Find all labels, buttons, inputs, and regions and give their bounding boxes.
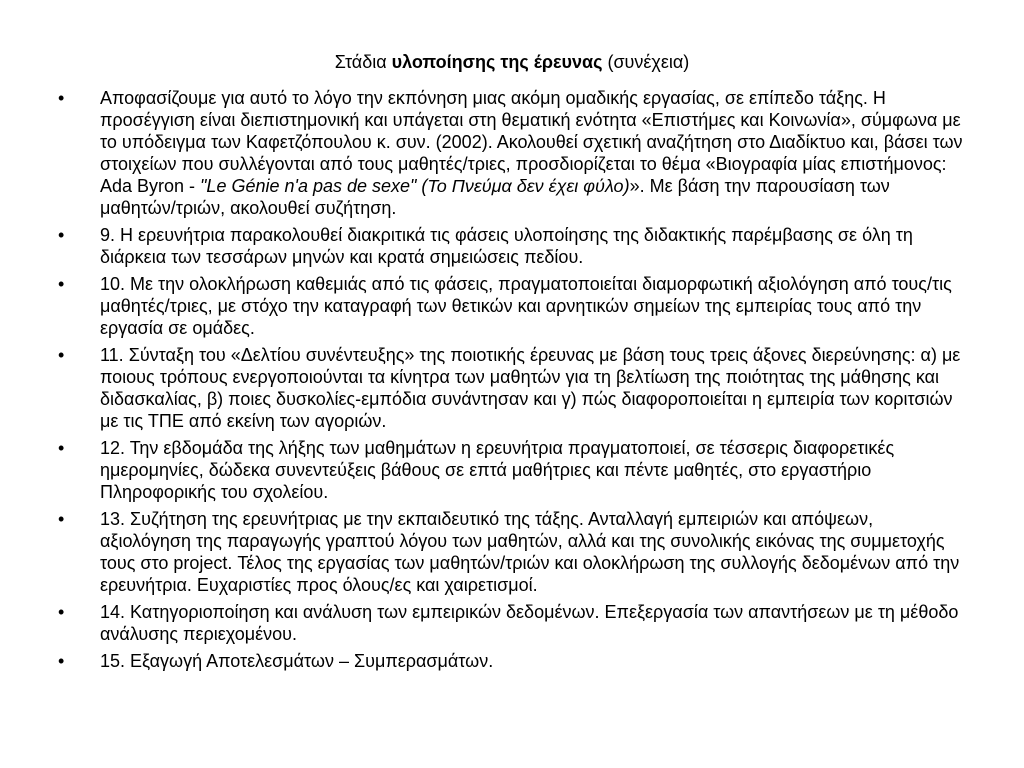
bullet-icon: •: [58, 345, 65, 365]
bullet-icon: •: [58, 602, 65, 622]
list-item-italic-quote: "Le Génie n'a pas de sexe" (Το Πνεύμα δεν έχει φύλο): [200, 176, 630, 196]
list-item: [58, 508, 968, 596]
bullet-list: [58, 87, 968, 677]
list-item-text: [100, 87, 968, 219]
list-item-text-part: Αποφασίζουμε για αυτό το λόγο την εκπόνηση μιας ακόμη ομαδικής εργασίας, σε επίπεδο τάξης. Η προσέγγιση είναι διεπιστημονική και υπάγεται στη θεματική ενότητα «Επιστήμες και Κοινωνία», σύμφωνα με το υπόδειγμα των Καφετζόπουλου κ. συν. (2002). Ακολουθεί σχετική αναζήτηση στο Διαδίκτυο και, βάσει των στοιχείων που συλλέγονται από τους μαθητές/τριες, προσδιορίζεται το θέμα «Βιογραφία μίας επιστήμονος: Ada Byron -: [100, 88, 963, 196]
title-bold: υλοποίησης της έρευνας: [391, 52, 603, 72]
bullet-icon: •: [58, 88, 65, 108]
list-item: [58, 437, 968, 503]
bullet-icon: •: [58, 225, 65, 245]
list-item: [58, 601, 968, 645]
list-item-text-part: ». Με βάση την παρουσίαση των μαθητών/τριών, ακολουθεί συζήτηση.: [100, 176, 890, 218]
list-item-text: 10. Με την ολοκλήρωση καθεμιάς από τις φάσεις, πραγματοποιείται διαμορφωτική αξιολόγηση από τους/τις μαθητές/τριες, με στόχο την καταγραφή των θετικών και αρνητικών σημείων της εμπειρίας τους από την εργασία σε ομάδες.: [100, 274, 952, 338]
list-item: [58, 87, 968, 219]
list-item-text: 12. Την εβδομάδα της λήξης των μαθημάτων η ερευνήτρια πραγματοποιεί, σε τέσσερις διαφορετικές ημερομηνίες, δώδεκα συνεντεύξεις βάθους σε επτά μαθήτριες και πέντε μαθητές, στο εργαστήριο Πληροφορικής του σχολείου.: [100, 438, 895, 502]
bullet-icon: •: [58, 509, 65, 529]
list-item: [58, 650, 968, 672]
bullet-icon: •: [58, 651, 65, 671]
list-item: [58, 273, 968, 339]
slide-title: [0, 50, 1024, 74]
bullet-icon: •: [58, 438, 65, 458]
list-item: [58, 224, 968, 268]
list-item-text: 14. Κατηγοριοποίηση και ανάλυση των εμπειρικών δεδομένων. Επεξεργασία των απαντήσεων με τη μέθοδο ανάλυσης περιεχομένου.: [100, 602, 959, 644]
bullet-icon: •: [58, 274, 65, 294]
title-suffix: (συνέχεια): [602, 52, 690, 72]
list-item-text: 9. Η ερευνήτρια παρακολουθεί διακριτικά τις φάσεις υλοποίησης της διδακτικής παρέμβασης σε όλη τη διάρκεια των τεσσάρων μηνών και κρατά σημειώσεις πεδίου.: [100, 225, 913, 267]
list-item-text: 13. Συζήτηση της ερευνήτριας με την εκπαιδευτικό της τάξης. Ανταλλαγή εμπειριών και απόψεων, αξιολόγηση της παραγωγής γραπτού λόγου των μαθητών, αλλά και της συνολικής εικόνας της συμμετοχής τους στο project. Τέλος της εργασίας των μαθητών/τριών και ολοκλήρωση της συλλογής δεδομένων από την ερευνήτρια. Ευχαριστίες προς όλους/ες και χαιρετισμοί.: [100, 509, 960, 595]
title-prefix: Στάδια: [334, 52, 392, 72]
list-item: [58, 344, 968, 432]
list-item-text: 11. Σύνταξη του «Δελτίου συνέντευξης» της ποιοτικής έρευνας με βάση τους τρεις άξονες διερεύνησης: α) με ποιους τρόπους ενεργοποιούνται τα κίνητρα των μαθητών για τη βελτίωση της ποιότητας της μάθησης και διδασκαλίας, β) ποιες δυσκολίες-εμπόδια συνάντησαν και γ) πώς διαφοροποιείται η εμπειρία των κοριτσιών με τις ΤΠΕ από εκείνη των αγοριών.: [100, 345, 961, 431]
list-item-text: 15. Εξαγωγή Αποτελεσμάτων – Συμπερασμάτων.: [100, 651, 494, 671]
